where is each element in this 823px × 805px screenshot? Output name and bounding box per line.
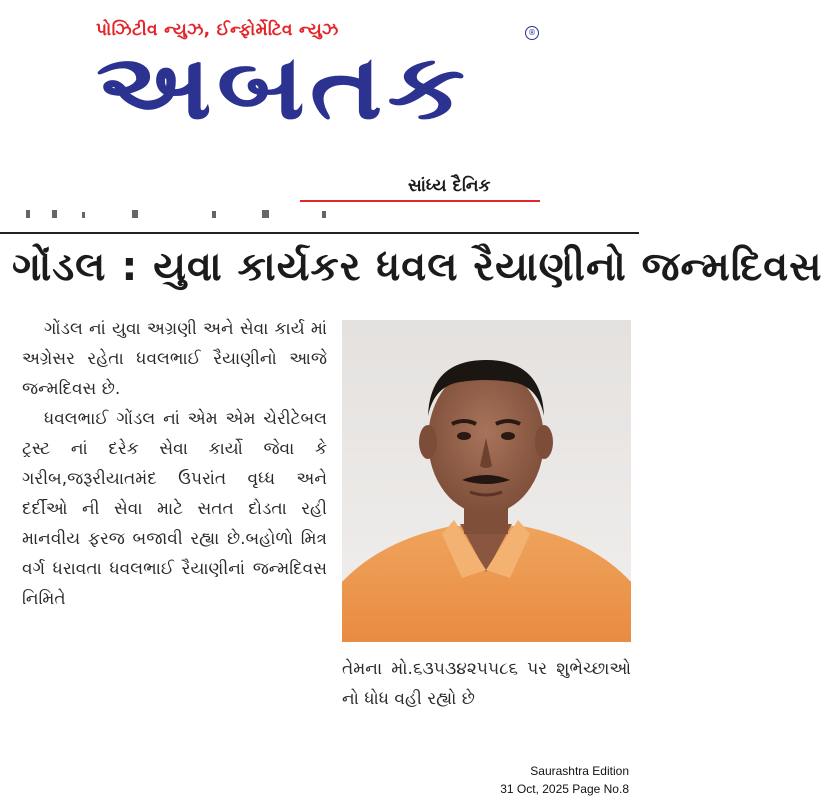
portrait-illustration: [342, 320, 631, 642]
article-headline: ગોંડલ : યુવા કાર્યકર ધવલ રૈયાણીનો જન્મદિવસ: [12, 244, 823, 290]
newspaper-masthead-logo: અબતક: [96, 35, 470, 140]
cropped-text-fragment: [22, 208, 332, 218]
evening-daily-label: સાંધ્ય દૈનિક: [408, 176, 491, 196]
article-paragraph: ધવલભાઈ ગોંડલ નાં એમ એમ ચેરીટેબલ ટ્રસ્ટ નાં દરેક સેવા કાર્યો જેવા કે ગરીબ,જરૂરીયાતમંદ ઉપરાંત વૃધ્ધ અને દર્દીઓ ની સેવા માટે સતત દોડતા રહી માનવીય ફરજ બજાવી રહ્યા છે.બહોળો મિત્ર વર્ગ ધરાવતા ધવલભાઈ રૈયાણીનાં જન્મદિવસ નિમિતે: [22, 409, 327, 609]
registered-mark: ®: [525, 26, 539, 40]
edition-name: Saurashtra Edition: [530, 764, 629, 778]
portrait-photo: [342, 320, 631, 642]
newspaper-tagline: પોઝિટીવ ન્યુઝ, ઈન્ફોર્મેટિવ ન્યુઝ: [96, 20, 339, 40]
headline-top-rule: [0, 232, 639, 234]
article-paragraph: ગોંડલ નાં યુવા અગ્રણી અને સેવા કાર્ય માં અગ્રેસર રહેતા ધવલભાઈ રૈયાણીનો આજે જન્મદિવસ છે.: [22, 319, 327, 399]
masthead-divider: [300, 200, 540, 202]
edition-info: [500, 762, 629, 798]
date-page: 31 Oct, 2025 Page No.8: [500, 782, 629, 796]
photo-caption: તેમના મો.૬૩૫૩૪૨૫૫૮૬ પર શુભેચ્છાઓ નો ધોધ વહી રહ્યો છે: [342, 659, 631, 709]
article-body: [22, 314, 327, 614]
cropped-text-strip: [22, 206, 332, 216]
